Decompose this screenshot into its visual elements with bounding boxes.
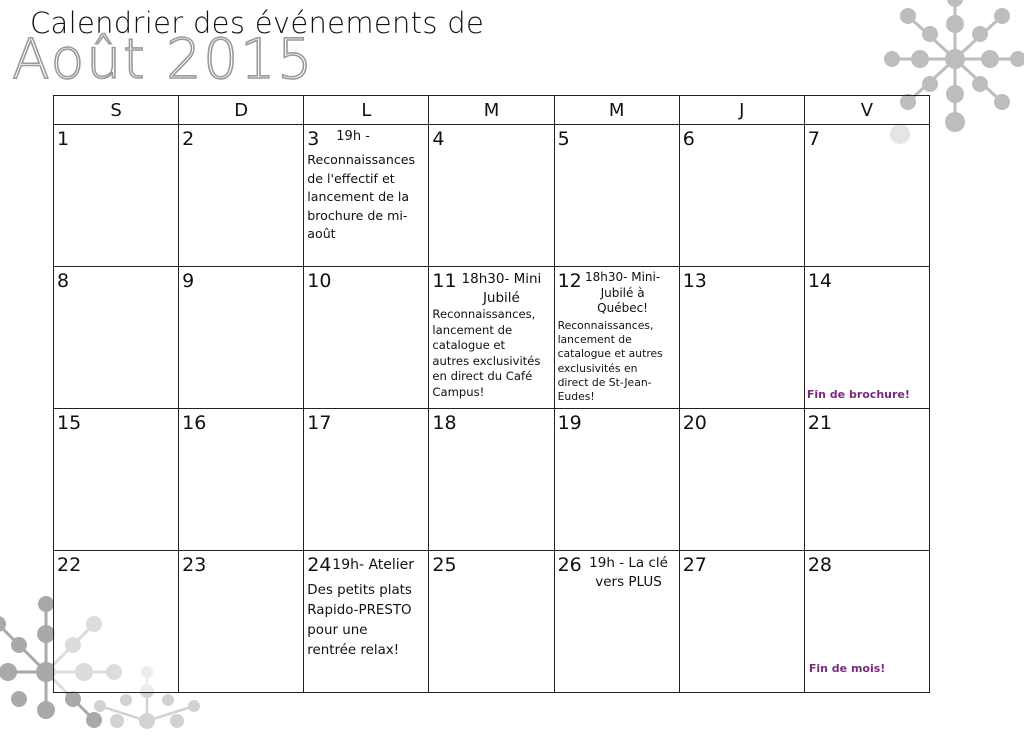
day-cell-15 <box>54 409 179 551</box>
day-number: 26 <box>557 554 582 576</box>
event-note: Fin de mois! <box>808 662 886 675</box>
event-line: autres exclusivités <box>432 353 541 368</box>
event-line: vers PLUS <box>595 573 662 590</box>
day-cell-12 <box>554 267 679 409</box>
event-line: lancement de <box>432 322 513 337</box>
day-cell-11 <box>429 267 554 409</box>
event-line: Jubilé à <box>600 285 645 300</box>
day-number: 21 <box>807 412 833 434</box>
day-number: 12 <box>557 270 582 292</box>
week-row <box>54 267 930 409</box>
week-row <box>54 125 930 267</box>
month-heading: Août 2015 <box>12 27 315 91</box>
day-cell-10 <box>304 267 429 409</box>
event-line: en direct du Café <box>432 369 533 383</box>
event-line: catalogue et autres <box>557 347 663 361</box>
day-number: 10 <box>307 270 332 292</box>
weekday-header: L <box>304 96 429 125</box>
event-line: août <box>307 226 336 241</box>
day-cell-14 <box>804 267 929 409</box>
day-number: 18 <box>432 412 457 434</box>
event-line: lancement de la <box>307 189 410 204</box>
day-cell-1 <box>54 125 179 267</box>
day-number: 9 <box>182 270 195 292</box>
event-line: Campus! <box>432 384 485 399</box>
day-cell-21 <box>804 409 929 551</box>
day-cell-4 <box>429 125 554 267</box>
event-description <box>432 307 540 400</box>
event-line: Reconnaissances <box>307 152 416 167</box>
event-note: Fin de brochure! <box>806 388 910 401</box>
event-time: 19h - <box>336 129 370 144</box>
event-description <box>307 581 412 661</box>
day-number: 16 <box>182 412 207 434</box>
event-line: 18h30- Mini <box>461 271 542 287</box>
day-cell-18 <box>429 409 554 551</box>
day-cell-5 <box>554 125 679 267</box>
event-line: 18h30- Mini- <box>584 270 661 284</box>
day-number: 3 <box>307 128 320 150</box>
weekday-header: J <box>679 96 804 125</box>
event-line: pour une <box>307 623 368 638</box>
event-line: Jubilé <box>482 290 520 306</box>
day-cell-13 <box>679 267 804 409</box>
event-line: de l'effectif et <box>307 170 395 186</box>
day-cell-28 <box>804 551 929 693</box>
day-number: 27 <box>682 554 707 576</box>
calendar-title: Calendrier des événements de <box>30 6 485 40</box>
event-line: exclusivités en <box>557 361 638 375</box>
day-cell-9 <box>179 267 304 409</box>
day-cell-19 <box>554 409 679 551</box>
day-cell-16 <box>179 409 304 551</box>
day-number: 24 <box>307 554 332 576</box>
event-time: 19h- Atelier <box>332 557 415 573</box>
calendar-grid <box>53 95 930 693</box>
weekday-header: M <box>554 96 679 125</box>
day-number: 22 <box>57 554 82 576</box>
event-title <box>581 554 677 591</box>
day-number: 23 <box>182 554 207 576</box>
event-line: Reconnaissances, <box>557 319 654 332</box>
day-number: 11 <box>432 270 457 292</box>
day-cell-24 <box>304 551 429 693</box>
weekday-header: S <box>54 96 179 125</box>
event-line: brochure de mi- <box>307 207 408 223</box>
week-row <box>54 551 930 693</box>
day-cell-6 <box>679 125 804 267</box>
event-line: Des petits plats <box>307 583 412 598</box>
day-cell-3 <box>304 125 429 267</box>
event-title <box>453 270 549 308</box>
event-description <box>558 319 663 404</box>
day-cell-7 <box>804 125 929 267</box>
day-cell-17 <box>304 409 429 551</box>
day-number: 8 <box>57 270 70 292</box>
event-title <box>581 270 665 317</box>
weekday-header: M <box>429 96 554 125</box>
week-row <box>54 409 930 551</box>
day-number: 7 <box>807 128 820 150</box>
weekday-header: V <box>804 96 929 125</box>
day-number: 20 <box>682 412 707 434</box>
day-number: 14 <box>807 270 833 292</box>
weekday-header: D <box>179 96 304 125</box>
day-number: 17 <box>307 412 332 434</box>
day-cell-25 <box>429 551 554 693</box>
event-line: direct de St-Jean- <box>557 375 652 389</box>
event-line: 19h - La clé <box>589 555 668 571</box>
day-number: 28 <box>807 554 833 576</box>
day-number: 2 <box>182 128 195 150</box>
day-number: 6 <box>682 128 695 150</box>
day-number: 1 <box>57 128 70 150</box>
day-number: 25 <box>432 554 457 576</box>
weekday-header-row <box>54 96 930 125</box>
event-description <box>307 151 415 244</box>
day-number: 4 <box>432 128 445 150</box>
day-number: 5 <box>557 128 570 150</box>
day-number: 15 <box>57 412 82 434</box>
day-cell-8 <box>54 267 179 409</box>
day-cell-27 <box>679 551 804 693</box>
day-cell-2 <box>179 125 304 267</box>
event-line: catalogue et <box>432 338 506 352</box>
day-cell-23 <box>179 551 304 693</box>
day-cell-26 <box>554 551 679 693</box>
event-line: Rapido-PRESTO <box>307 603 412 618</box>
day-number: 13 <box>682 270 707 292</box>
event-line: lancement de <box>557 333 632 347</box>
event-line: rentrée relax! <box>307 643 400 658</box>
day-cell-22 <box>54 551 179 693</box>
event-line: Eudes! <box>557 390 595 404</box>
day-cell-20 <box>679 409 804 551</box>
event-line: Québec! <box>597 301 648 315</box>
day-number: 19 <box>557 412 582 434</box>
event-line: Reconnaissances, <box>432 307 536 321</box>
